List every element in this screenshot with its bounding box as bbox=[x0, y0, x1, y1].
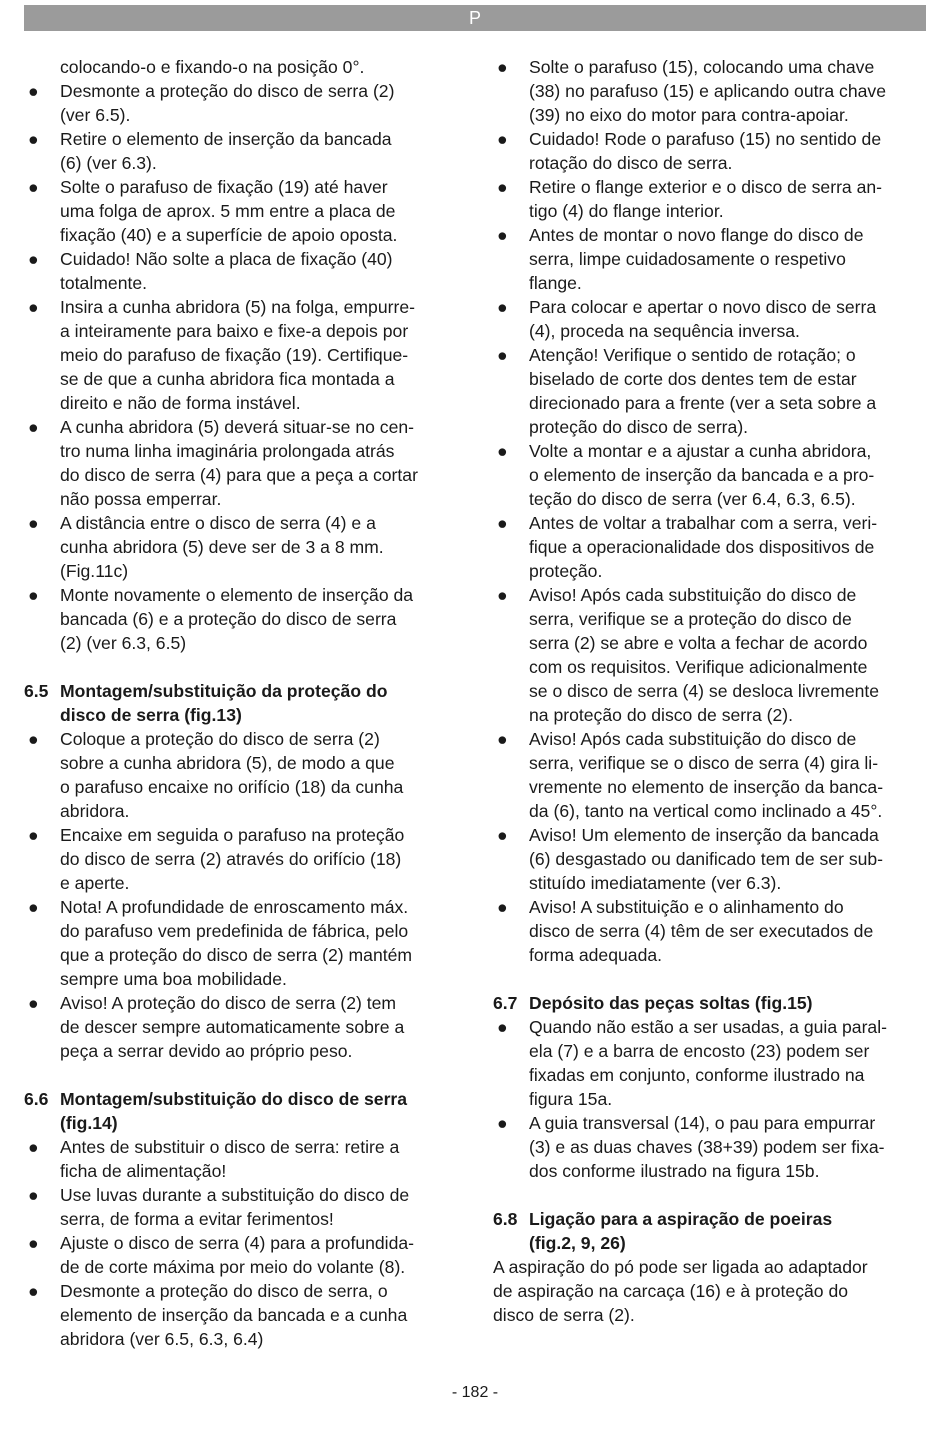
text-line bbox=[24, 1039, 456, 1063]
line-text: Aviso! A substituição e o alinhamento do bbox=[529, 897, 844, 917]
line-text: se de que a cunha abridora fica montada a bbox=[60, 369, 395, 389]
text-line bbox=[24, 1015, 456, 1039]
bullet-icon: ● bbox=[497, 513, 508, 533]
line-text: Atenção! Verifique o sentido de rotação; o bbox=[529, 345, 856, 365]
line-text: cunha abridora (5) deve ser de 3 a 8 mm. bbox=[60, 537, 384, 557]
text-line bbox=[24, 775, 456, 799]
line-text: peça a serrar devido ao próprio peso. bbox=[60, 1041, 353, 1061]
bullet-item bbox=[493, 823, 925, 847]
text-line bbox=[493, 247, 925, 271]
bullet-item bbox=[24, 295, 456, 319]
line-text: o elemento de inserção da bancada e a pro- bbox=[529, 465, 875, 485]
line-text: forma adequada. bbox=[529, 945, 663, 965]
line-text: Insira a cunha abridora (5) na folga, empurre- bbox=[60, 297, 415, 317]
bullet-item bbox=[24, 895, 456, 919]
bullet-item bbox=[24, 1231, 456, 1255]
section-number: 6.6 bbox=[24, 1089, 49, 1109]
line-text: Cuidado! Rode o parafuso (15) no sentido de bbox=[529, 129, 882, 149]
bullet-icon: ● bbox=[497, 1017, 508, 1037]
text-line bbox=[24, 55, 456, 79]
line-text: Antes de substituir o disco de serra: retire a bbox=[60, 1137, 400, 1157]
text-line bbox=[24, 631, 456, 655]
line-text: (Fig.11c) bbox=[60, 561, 129, 581]
text-line bbox=[24, 487, 456, 511]
text-line bbox=[493, 151, 925, 175]
bullet-item bbox=[24, 79, 456, 103]
text-line bbox=[24, 607, 456, 631]
line-text: o parafuso encaixe no orifício (18) da cunha bbox=[60, 777, 404, 797]
line-text: (ver 6.5). bbox=[60, 105, 131, 125]
bullet-icon: ● bbox=[28, 297, 39, 317]
line-text: Retire o flange exterior e o disco de serra an- bbox=[529, 177, 883, 197]
text-line bbox=[24, 847, 456, 871]
bullet-icon: ● bbox=[497, 441, 508, 461]
bullet-item bbox=[24, 511, 456, 535]
line-text: A aspiração do pó pode ser ligada ao adaptador bbox=[493, 1257, 868, 1277]
section-heading bbox=[24, 703, 456, 727]
text-line bbox=[24, 199, 456, 223]
section-heading bbox=[493, 991, 925, 1015]
text-line bbox=[24, 751, 456, 775]
text-line bbox=[493, 463, 925, 487]
bullet-icon: ● bbox=[497, 297, 508, 317]
line-text: direcionado para a frente (ver a seta sobre a bbox=[529, 393, 877, 413]
paragraph-line bbox=[493, 1279, 925, 1303]
line-text: tigo (4) do flange interior. bbox=[529, 201, 724, 221]
text-line bbox=[24, 559, 456, 583]
line-text: não possa emperrar. bbox=[60, 489, 222, 509]
section-heading bbox=[24, 1111, 456, 1135]
bullet-item bbox=[24, 1279, 456, 1303]
section-heading bbox=[493, 1231, 925, 1255]
bullet-item bbox=[493, 1015, 925, 1039]
line-text: abridora. bbox=[60, 801, 130, 821]
bullet-item bbox=[493, 55, 925, 79]
bullet-item bbox=[24, 175, 456, 199]
line-text: proteção. bbox=[529, 561, 603, 581]
text-line bbox=[24, 439, 456, 463]
section-number: 6.5 bbox=[24, 681, 49, 701]
line-text: do parafuso vem predefinida de fábrica, pelo bbox=[60, 921, 409, 941]
line-text: do disco de serra (4) para que a peça a cortar bbox=[60, 465, 418, 485]
line-text: a inteiramente para baixo e fixe-a depois por bbox=[60, 321, 409, 341]
line-text: biselado de corte dos dentes tem de estar bbox=[529, 369, 857, 389]
line-text: Aviso! Após cada substituição do disco de bbox=[529, 585, 857, 605]
text-line bbox=[493, 847, 925, 871]
line-text: Montagem/substituição da proteção do bbox=[60, 681, 388, 701]
line-text: de aspiração na carcaça (16) e à proteção do bbox=[493, 1281, 849, 1301]
line-text: elemento de inserção da bancada e a cunha bbox=[60, 1305, 408, 1325]
line-text: Aviso! A proteção do disco de serra (2) tem bbox=[60, 993, 397, 1013]
text-line bbox=[493, 1063, 925, 1087]
line-text: da (6), tanto na vertical como inclinado a 45°. bbox=[529, 801, 883, 821]
text-line bbox=[493, 799, 925, 823]
bullet-icon: ● bbox=[497, 345, 508, 365]
line-text: e aperte. bbox=[60, 873, 130, 893]
bullet-icon: ● bbox=[497, 177, 508, 197]
line-text: Desmonte a proteção do disco de serra (2) bbox=[60, 81, 395, 101]
bullet-icon: ● bbox=[497, 585, 508, 605]
section-heading bbox=[493, 1207, 925, 1231]
line-text: Desmonte a proteção do disco de serra, o bbox=[60, 1281, 388, 1301]
line-text: na proteção do disco de serra (2). bbox=[529, 705, 794, 725]
text-line bbox=[493, 1135, 925, 1159]
line-text: disco de serra (fig.13) bbox=[60, 705, 242, 725]
bullet-icon: ● bbox=[497, 1113, 508, 1133]
line-text: (6) desgastado ou danificado tem de ser sub- bbox=[529, 849, 884, 869]
bullet-item bbox=[493, 439, 925, 463]
text-line bbox=[493, 199, 925, 223]
text-line bbox=[24, 343, 456, 367]
text-line bbox=[24, 271, 456, 295]
line-text: Nota! A profundidade de enroscamento máx. bbox=[60, 897, 409, 917]
bullet-icon: ● bbox=[28, 993, 39, 1013]
line-text: Antes de voltar a trabalhar com a serra, veri- bbox=[529, 513, 878, 533]
text-line bbox=[24, 1207, 456, 1231]
text-line bbox=[24, 1327, 456, 1351]
bullet-icon: ● bbox=[28, 1281, 39, 1301]
text-line bbox=[24, 1159, 456, 1183]
text-line bbox=[493, 1159, 925, 1183]
line-text: disco de serra (4) têm de ser executados de bbox=[529, 921, 874, 941]
text-line bbox=[493, 1087, 925, 1111]
language-header-bar bbox=[24, 5, 926, 31]
text-line bbox=[24, 967, 456, 991]
line-text: Montagem/substituição do disco de serra bbox=[60, 1089, 408, 1109]
line-text: ela (7) e a barra de encosto (23) podem ser bbox=[529, 1041, 870, 1061]
bullet-item bbox=[493, 127, 925, 151]
bullet-icon: ● bbox=[497, 897, 508, 917]
line-text: serra (2) se abre e volta a fechar de acordo bbox=[529, 633, 868, 653]
line-text: A guia transversal (14), o pau para empurrar bbox=[529, 1113, 876, 1133]
text-line bbox=[24, 391, 456, 415]
bullet-item bbox=[24, 727, 456, 751]
bullet-icon: ● bbox=[28, 585, 39, 605]
paragraph-gap bbox=[24, 655, 456, 679]
text-line bbox=[493, 367, 925, 391]
line-text: (39) no eixo do motor para contra-apoiar. bbox=[529, 105, 849, 125]
bullet-item bbox=[493, 895, 925, 919]
line-text: sobre a cunha abridora (5), de modo a que bbox=[60, 753, 395, 773]
line-text: tro numa linha imaginária prolongada atrás bbox=[60, 441, 395, 461]
line-text: rotação do disco de serra. bbox=[529, 153, 733, 173]
text-line bbox=[24, 463, 456, 487]
bullet-item bbox=[493, 343, 925, 367]
line-text: abridora (ver 6.5, 6.3, 6.4) bbox=[60, 1329, 264, 1349]
text-line bbox=[493, 631, 925, 655]
text-line bbox=[493, 271, 925, 295]
text-line bbox=[493, 703, 925, 727]
text-line bbox=[493, 487, 925, 511]
line-text: Para colocar e apertar o novo disco de serra bbox=[529, 297, 877, 317]
text-line bbox=[24, 367, 456, 391]
line-text: (4), proceda na sequência inversa. bbox=[529, 321, 800, 341]
bullet-item bbox=[24, 991, 456, 1015]
text-line bbox=[24, 799, 456, 823]
line-text: fique a operacionalidade dos dispositivos de bbox=[529, 537, 875, 557]
line-text: Depósito das peças soltas (fig.15) bbox=[529, 993, 813, 1013]
line-text: do disco de serra (2) através do orifício (18) bbox=[60, 849, 402, 869]
line-text: A distância entre o disco de serra (4) e a bbox=[60, 513, 376, 533]
bullet-item bbox=[493, 583, 925, 607]
section-heading bbox=[24, 1087, 456, 1111]
line-text: (38) no parafuso (15) e aplicando outra chave bbox=[529, 81, 886, 101]
line-text: uma folga de aprox. 5 mm entre a placa de bbox=[60, 201, 396, 221]
bullet-icon: ● bbox=[28, 129, 39, 149]
bullet-icon: ● bbox=[28, 513, 39, 533]
text-line bbox=[493, 775, 925, 799]
line-text: Antes de montar o novo flange do disco de bbox=[529, 225, 864, 245]
line-text: Cuidado! Não solte a placa de fixação (40) bbox=[60, 249, 393, 269]
line-text: stituído imediatamente (ver 6.3). bbox=[529, 873, 782, 893]
line-text: Quando não estão a ser usadas, a guia paral- bbox=[529, 1017, 887, 1037]
line-text: figura 15a. bbox=[529, 1089, 613, 1109]
line-text: direito e não de forma instável. bbox=[60, 393, 301, 413]
left-column bbox=[24, 55, 456, 1351]
text-line bbox=[24, 151, 456, 175]
line-text: Encaixe em seguida o parafuso na proteção bbox=[60, 825, 405, 845]
line-text: (fig.2, 9, 26) bbox=[529, 1233, 626, 1253]
bullet-icon: ● bbox=[28, 81, 39, 101]
line-text: serra, limpe cuidadosamente o respetivo bbox=[529, 249, 846, 269]
line-text: totalmente. bbox=[60, 273, 148, 293]
line-text: que a proteção do disco de serra (2) mantém bbox=[60, 945, 413, 965]
line-text: (3) e as duas chaves (38+39) podem ser fixa- bbox=[529, 1137, 885, 1157]
text-line bbox=[493, 751, 925, 775]
bullet-icon: ● bbox=[28, 1137, 39, 1157]
paragraph-line bbox=[493, 1255, 925, 1279]
text-line bbox=[493, 79, 925, 103]
bullet-item bbox=[493, 223, 925, 247]
text-line bbox=[493, 679, 925, 703]
line-text: de descer sempre automaticamente sobre a bbox=[60, 1017, 405, 1037]
text-line bbox=[493, 559, 925, 583]
right-column bbox=[493, 55, 925, 1327]
line-text: flange. bbox=[529, 273, 582, 293]
line-text: (fig.14) bbox=[60, 1113, 118, 1133]
page-number: - 182 - bbox=[451, 1384, 499, 1401]
paragraph-gap bbox=[24, 1063, 456, 1087]
line-text: meio do parafuso de fixação (19). Certifique- bbox=[60, 345, 409, 365]
text-line bbox=[24, 871, 456, 895]
bullet-icon: ● bbox=[28, 1233, 39, 1253]
bullet-item bbox=[493, 1111, 925, 1135]
section-number: 6.8 bbox=[493, 1209, 518, 1229]
line-text: Use luvas durante a substituição do disco de bbox=[60, 1185, 410, 1205]
text-line bbox=[24, 1255, 456, 1279]
line-text: Volte a montar e a ajustar a cunha abridora, bbox=[529, 441, 872, 461]
line-text: fixadas em conjunto, conforme ilustrado na bbox=[529, 1065, 865, 1085]
text-line bbox=[493, 1039, 925, 1063]
text-line bbox=[24, 103, 456, 127]
bullet-icon: ● bbox=[28, 417, 39, 437]
bullet-item bbox=[493, 511, 925, 535]
line-text: Solte o parafuso (15), colocando uma chave bbox=[529, 57, 875, 77]
bullet-icon: ● bbox=[28, 825, 39, 845]
text-line bbox=[24, 943, 456, 967]
text-line bbox=[493, 919, 925, 943]
text-line bbox=[24, 319, 456, 343]
line-text: colocando-o e fixando-o na posição 0°. bbox=[60, 57, 365, 77]
text-line bbox=[493, 415, 925, 439]
line-text: proteção do disco de serra). bbox=[529, 417, 749, 437]
line-text: Coloque a proteção do disco de serra (2) bbox=[60, 729, 380, 749]
text-line bbox=[493, 607, 925, 631]
bullet-icon: ● bbox=[497, 729, 508, 749]
line-text: serra, de forma a evitar ferimentos! bbox=[60, 1209, 334, 1229]
bullet-icon: ● bbox=[28, 249, 39, 269]
line-text: com os requisitos. Verifique adicionalmente bbox=[529, 657, 868, 677]
line-text: teção do disco de serra (ver 6.4, 6.3, 6.5). bbox=[529, 489, 856, 509]
line-text: dos conforme ilustrado na figura 15b. bbox=[529, 1161, 820, 1181]
line-text: bancada (6) e a proteção do disco de serra bbox=[60, 609, 397, 629]
paragraph-gap bbox=[493, 967, 925, 991]
line-text: fixação (40) e a superfície de apoio oposta. bbox=[60, 225, 398, 245]
text-line bbox=[24, 223, 456, 247]
line-text: (2) (ver 6.3, 6.5) bbox=[60, 633, 187, 653]
text-line bbox=[24, 535, 456, 559]
section-heading bbox=[24, 679, 456, 703]
line-text: Retire o elemento de inserção da bancada bbox=[60, 129, 392, 149]
paragraph-gap bbox=[493, 1183, 925, 1207]
bullet-icon: ● bbox=[28, 177, 39, 197]
line-text: Aviso! Após cada substituição do disco de bbox=[529, 729, 857, 749]
line-text: A cunha abridora (5) deverá situar-se no cen- bbox=[60, 417, 415, 437]
section-number: 6.7 bbox=[493, 993, 518, 1013]
line-text: ficha de alimentação! bbox=[60, 1161, 227, 1181]
bullet-icon: ● bbox=[497, 825, 508, 845]
line-text: Monte novamente o elemento de inserção da bbox=[60, 585, 414, 605]
line-text: vremente no elemento de inserção da banca- bbox=[529, 777, 884, 797]
language-code: P bbox=[468, 8, 481, 28]
text-line bbox=[493, 391, 925, 415]
bullet-item bbox=[493, 295, 925, 319]
line-text: Ajuste o disco de serra (4) para a profundida- bbox=[60, 1233, 415, 1253]
bullet-item bbox=[24, 247, 456, 271]
bullet-item bbox=[493, 727, 925, 751]
bullet-icon: ● bbox=[28, 897, 39, 917]
line-text: Aviso! Um elemento de inserção da bancada bbox=[529, 825, 879, 845]
text-line bbox=[24, 1303, 456, 1327]
line-text: Ligação para a aspiração de poeiras bbox=[529, 1209, 833, 1229]
bullet-item bbox=[24, 1135, 456, 1159]
line-text: de de corte máxima por meio do volante (8). bbox=[60, 1257, 406, 1277]
line-text: (6) (ver 6.3). bbox=[60, 153, 157, 173]
text-line bbox=[24, 919, 456, 943]
bullet-icon: ● bbox=[497, 129, 508, 149]
bullet-icon: ● bbox=[28, 729, 39, 749]
text-line bbox=[493, 943, 925, 967]
bullet-item bbox=[24, 127, 456, 151]
bullet-icon: ● bbox=[497, 57, 508, 77]
line-text: serra, verifique se o disco de serra (4) gira li- bbox=[529, 753, 879, 773]
bullet-icon: ● bbox=[28, 1185, 39, 1205]
bullet-item bbox=[24, 1183, 456, 1207]
line-text: sempre uma boa mobilidade. bbox=[60, 969, 287, 989]
bullet-item bbox=[24, 583, 456, 607]
line-text: se o disco de serra (4) se desloca livremente bbox=[529, 681, 880, 701]
bullet-item bbox=[24, 823, 456, 847]
text-line bbox=[493, 319, 925, 343]
text-line bbox=[493, 103, 925, 127]
line-text: Solte o parafuso de fixação (19) até haver bbox=[60, 177, 388, 197]
line-text: disco de serra (2). bbox=[493, 1305, 635, 1325]
line-text: serra, verifique se a proteção do disco de bbox=[529, 609, 852, 629]
text-line bbox=[493, 655, 925, 679]
paragraph-line bbox=[493, 1303, 925, 1327]
bullet-icon: ● bbox=[497, 225, 508, 245]
bullet-item bbox=[24, 415, 456, 439]
text-line bbox=[493, 535, 925, 559]
text-line bbox=[493, 871, 925, 895]
bullet-item bbox=[493, 175, 925, 199]
